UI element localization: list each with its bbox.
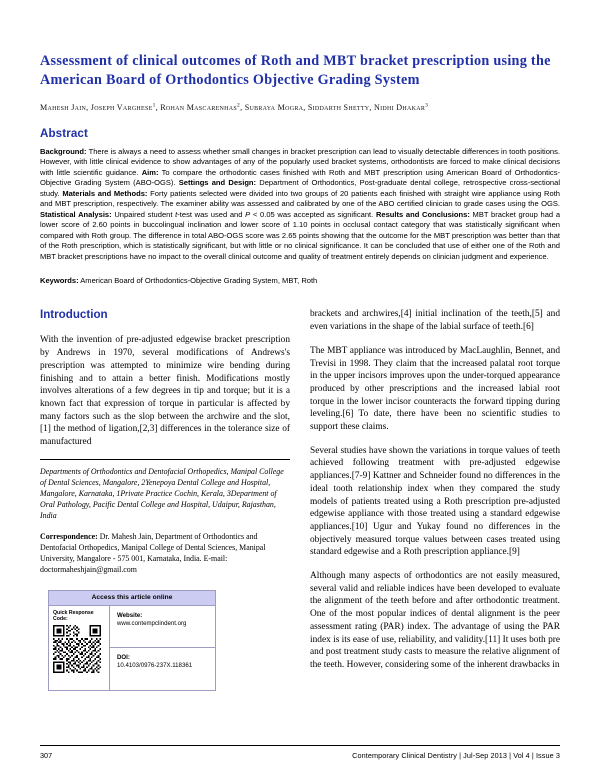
page-title: Assessment of clinical outcomes of Roth and MBT bracket prescription using the American Board of Orthodontics Objective Grading System: [40, 53, 551, 88]
introduction-paragraph-right-3: Several studies have shown the variations in torque values of teeth achieved following treatment with pre-adjusted edgewise appliances.[7-9] Kattner and Schneider found no differences in the ideal tooth relationship index when they compared the study models of patients treated using a Roth prescription pre-adjusted edgewise appliance with those treated using a standard edgewise appliances.[10] Ugur and Yukay found no differences in the objectively measured torque values between cases treated using standard edgewise and a Roth prescription appliance.[9]: [310, 445, 560, 558]
abstract-label-results: Results and Conclusions:: [375, 209, 470, 219]
access-box-title: Access this article online: [49, 591, 215, 606]
abstract-italic-t: t: [175, 209, 178, 219]
journal-citation: Contemporary Clinical Dentistry | Jul-Sep 2013 | Vol 4 | Issue 3: [352, 751, 560, 760]
doi-value[interactable]: 10.4103/0976-237X.118361: [117, 661, 193, 669]
footnote-divider: [40, 459, 290, 460]
right-column: [310, 308, 560, 690]
keywords: [40, 276, 560, 286]
abstract-text-methods: Forty patients selected were divided into two groups of 20 patients each finished with straight wire appliance using Roth and MBT prescription, respectively. The examiner ability was assessed and calibrated by one of the ABO certified clinician to grade cases using the OGS.: [40, 188, 560, 209]
qr-code-label: Quick Response Code:: [53, 609, 94, 622]
keywords-text: American Board of Orthodontics-Objective Grading System, MBT, Roth: [78, 275, 318, 285]
two-column-body: [40, 308, 560, 690]
abstract-label-statistics: Statistical Analysis:: [40, 209, 112, 219]
introduction-paragraph-right-4: Although many aspects of orthodontics are not easily measured, several valid and reliable indices have been developed to evaluate the alignment of the teeth before and after orthodontic treatment. One of the most popular indices of dental alignment is the peer assessment rating (PAR) index. The advantage of using the PAR index is its ease of use, reliability, and validity.[11] It uses both pre and post treatment study casts to measure the relative alignment of the teeth. However, considering some of the inherent drawbacks in: [310, 571, 560, 670]
website-label: Website:: [117, 611, 143, 619]
doi-label: DOI:: [117, 653, 130, 661]
abstract-text-results: MBT bracket group had a lower score of 2.60 points in buccolingual inclination and lower score of 1.10 points in occlusal contact category that was statistically significant when compared with Roth group. The difference in total ABO-OGS score was 2.65 points showing that the outcome for the MBT prescription was better than that of the Roth prescription, which is statistically significant, but with little or no clinical significance. It can be concluded that use of either one of the Roth and MBT bracket prescriptions have no impact to the overall clinical outcome and quality of treatment entirely depends on clinician judgment and experience.: [40, 209, 561, 261]
left-column: [40, 308, 290, 690]
abstract-italic-p: P: [245, 209, 251, 219]
introduction-paragraph-left: With the invention of pre-adjusted edgewise bracket prescription by Andrews in 1970, several modifications of Andrews's prescription was attempted to minimize wire bending during finishing and to attain a better finish. Modifications mostly involves alterations of a few degrees in tip and torque; but it is a known fact that expression of torque in particular is affected by many factors such as the slop between the archwire and the slot,[1] the method of ligation,[2,3] differences in the tolerance size of manufactured: [40, 335, 290, 448]
correspondence-text: Dr. Mahesh Jain, Department of Orthodontics and Dentofacial Orthopedics, Manipal College of Dental Sciences, Manipal University, Mangalore - 575 001, Karnataka, India. E-mail: doctormaheshjain@gmail.com: [40, 532, 266, 575]
abstract-text-background: There is always a need to assess whether small changes in bracket prescription can lead to visually detectable differences in tooth positions. However, with little clinical evidence to show advantages of any of the popularly used bracket systems, orthodontists are forced to make clinical decisions with little scientific guidance.: [40, 147, 560, 177]
author-names-text: Mahesh Jain, Joseph Varghese$^1$, Rohan Mascarenhas$^2$, Subraya Mogra, Siddarth Shetty, Nidhi Dhakar$^3$: [40, 102, 429, 112]
abstract-heading: Abstract: [40, 127, 88, 140]
keywords-label: Keywords:: [40, 275, 79, 285]
qr-code-icon[interactable]: [53, 625, 101, 673]
abstract-label-settings: Settings and Design:: [178, 178, 257, 188]
abstract-text-aim: To compare the orthodontic cases finished with Roth and MBT prescription using American Board of Orthodontics-Objective Grading System (ABO-OGS).: [40, 167, 560, 188]
author-affiliations: Departments of Orthodontics and Dentofacial Orthopedics, Manipal College of Dental Sciences, Mangalore, 2Yenepoya Dental College and Hospital, Mangalore, Karnataka, 1Private Practice Cochin, Kerala, 3Department of Oral Pathology, Pacific Dental College and Hospital, Udaipur, Rajasthan, India: [40, 466, 284, 521]
introduction-heading: Introduction: [40, 308, 108, 322]
author-list: [40, 102, 560, 113]
correspondence-block: [40, 531, 290, 575]
page-footer: [40, 745, 560, 760]
abstract-label-background: Background:: [40, 147, 87, 156]
introduction-paragraph-right-2: The MBT appliance was introduced by MacLaughlin, Bennet, and Trevisi in 1998. They claim that the increased palatal root torque in the upper incisors improves upon the under-torqued appearance produced by other prescriptions and the increased labial root torque in the lower incisor counteracts the forward tipping during leveling.[6] To date, there have been no scientific studies to support these claims.: [310, 345, 560, 433]
website-row: [110, 606, 215, 648]
access-box-grid: [49, 606, 215, 690]
abstract-text-statistics-c: < 0.05 was accepted as significant.: [250, 209, 376, 219]
page-number: 307: [40, 751, 53, 760]
qr-code-cell: [49, 606, 110, 690]
access-article-online-box: [48, 590, 216, 691]
correspondence-label: Correspondence:: [40, 532, 98, 542]
introduction-paragraph-right-1: brackets and archwires,[4] initial inclination of the teeth,[5] and even variations in the shape of the labial surface of teeth.[6]: [310, 309, 560, 333]
abstract-body: [40, 147, 560, 262]
abstract-text-settings: Department of Orthodontics, Post-graduate dental college, retrospective cross-sectional study.: [40, 178, 560, 198]
website-value[interactable]: www.contempclindent.org: [117, 619, 187, 627]
abstract-label-aim: Aim:: [141, 167, 159, 177]
abstract-label-methods: Materials and Methods:: [62, 188, 148, 198]
abstract-text-statistics-b: -test was used and: [177, 209, 246, 219]
abstract-text-statistics-a: Unpaired student: [111, 209, 176, 219]
doi-row: [110, 648, 215, 690]
access-info-cell: [110, 606, 215, 690]
